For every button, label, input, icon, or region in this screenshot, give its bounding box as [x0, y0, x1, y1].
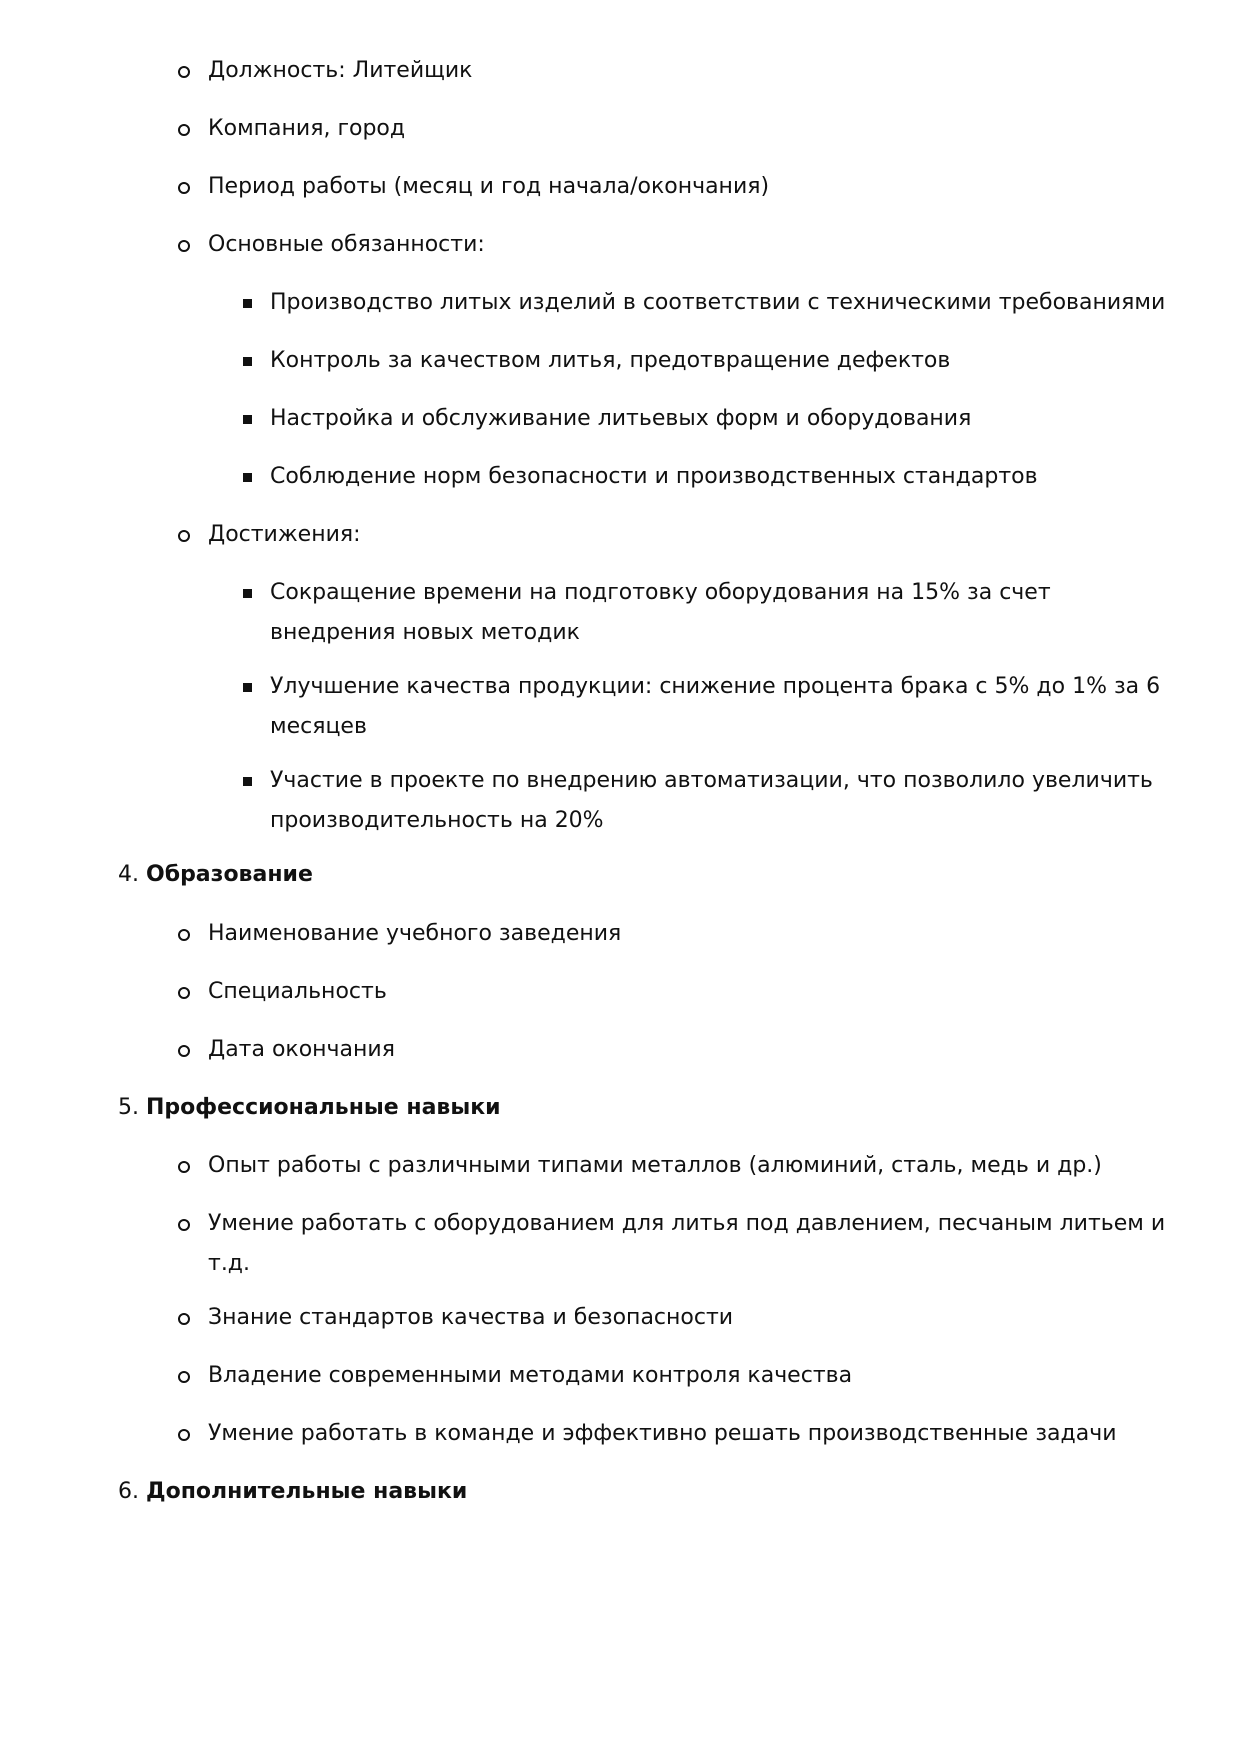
square-bullet-icon — [243, 357, 252, 366]
list-item — [270, 341, 1170, 381]
circle-bullet-icon — [178, 240, 190, 252]
square-bullet-icon — [243, 299, 252, 308]
duty-text: Соблюдение норм безопасности и производственных стандартов — [270, 464, 1038, 489]
achievement-text: Улучшение качества продукции: снижение процента брака с 5% до 1% за 6 месяцев — [270, 674, 1161, 739]
list-item — [208, 515, 1168, 555]
achievements-label: Достижения: — [208, 522, 361, 547]
skill-item-text: Опыт работы с различными типами металлов (алюминий, сталь, медь и др.) — [208, 1153, 1102, 1178]
list-item — [270, 457, 1170, 497]
skill-item-text: Умение работать с оборудованием для литья под давлением, песчаным литьем и т.д. — [208, 1211, 1166, 1276]
section-number: 6. — [118, 1479, 139, 1504]
section-heading — [118, 1088, 1118, 1128]
section-title: Образование — [146, 862, 313, 887]
circle-bullet-icon — [178, 530, 190, 542]
education-item-text: Наименование учебного заведения — [208, 921, 622, 946]
period-item-text: Период работы (месяц и год начала/окончания) — [208, 174, 770, 199]
list-item — [270, 283, 1170, 323]
list-item — [208, 1204, 1168, 1284]
circle-bullet-icon — [178, 66, 190, 78]
square-bullet-icon — [243, 473, 252, 482]
section-heading — [118, 855, 1118, 895]
list-item — [208, 109, 1168, 149]
achievement-text: Сокращение времени на подготовку оборудования на 15% за счет внедрения новых методик — [270, 580, 1051, 645]
list-item — [270, 399, 1170, 439]
section-number: 4. — [118, 862, 139, 887]
achievement-text: Участие в проекте по внедрению автоматизации, что позволило увеличить производительность на 20% — [270, 768, 1153, 833]
skill-item-text: Умение работать в команде и эффективно решать производственные задачи — [208, 1421, 1117, 1446]
skill-item-text: Владение современными методами контроля качества — [208, 1363, 853, 1388]
education-item-text: Специальность — [208, 979, 387, 1004]
duties-label: Основные обязанности: — [208, 232, 485, 257]
list-item — [270, 761, 1170, 841]
circle-bullet-icon — [178, 929, 190, 941]
circle-bullet-icon — [178, 987, 190, 999]
section-number: 5. — [118, 1095, 139, 1120]
circle-bullet-icon — [178, 124, 190, 136]
list-item — [208, 51, 1168, 91]
square-bullet-icon — [243, 415, 252, 424]
circle-bullet-icon — [178, 1045, 190, 1057]
square-bullet-icon — [243, 683, 252, 692]
company-item-text: Компания, город — [208, 116, 406, 141]
section-title: Дополнительные навыки — [146, 1479, 468, 1504]
section-heading — [118, 1472, 1118, 1512]
section-title: Профессиональные навыки — [146, 1095, 501, 1120]
skill-item-text: Знание стандартов качества и безопасности — [208, 1305, 734, 1330]
list-item — [208, 1298, 1168, 1338]
list-item — [208, 914, 1168, 954]
list-item — [208, 1356, 1168, 1396]
list-item — [208, 167, 1168, 207]
duty-text: Контроль за качеством литья, предотвращение дефектов — [270, 348, 951, 373]
list-item — [270, 573, 1170, 653]
square-bullet-icon — [243, 777, 252, 786]
list-item — [208, 225, 1168, 265]
circle-bullet-icon — [178, 1313, 190, 1325]
duty-text: Производство литых изделий в соответствии с техническими требованиями — [270, 290, 1166, 315]
list-item — [270, 667, 1170, 747]
list-item — [208, 1030, 1168, 1070]
square-bullet-icon — [243, 589, 252, 598]
circle-bullet-icon — [178, 1429, 190, 1441]
duty-text: Настройка и обслуживание литьевых форм и оборудования — [270, 406, 972, 431]
list-item — [208, 1414, 1168, 1454]
circle-bullet-icon — [178, 1161, 190, 1173]
circle-bullet-icon — [178, 182, 190, 194]
circle-bullet-icon — [178, 1219, 190, 1231]
list-item — [208, 972, 1168, 1012]
list-item — [208, 1146, 1168, 1186]
circle-bullet-icon — [178, 1371, 190, 1383]
position-item-text: Должность: Литейщик — [208, 58, 473, 83]
education-item-text: Дата окончания — [208, 1037, 395, 1062]
